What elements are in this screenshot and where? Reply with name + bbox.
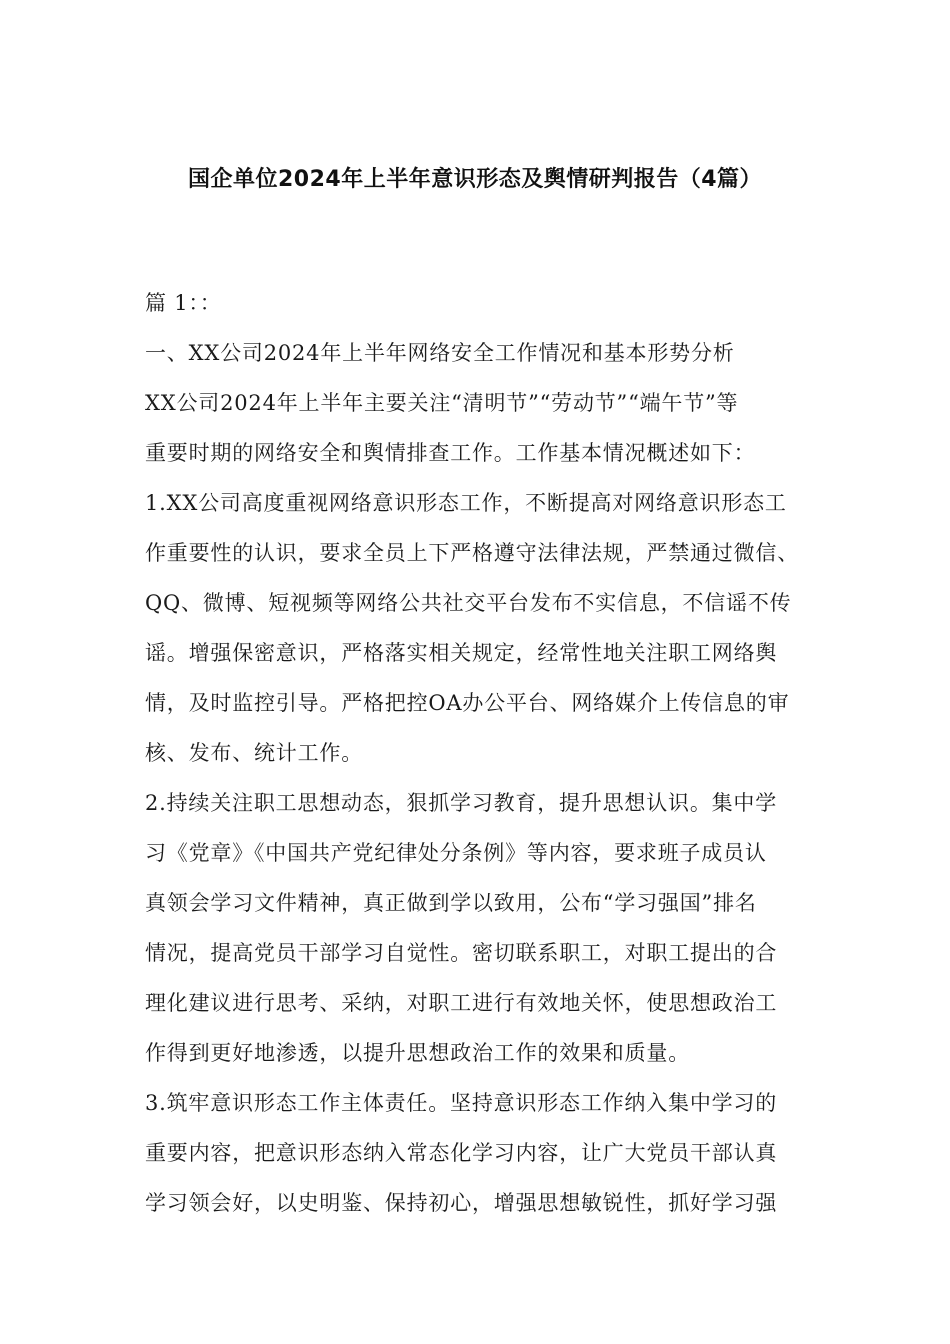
paragraph-line: 谣。增强保密意识，严格落实相关规定，经常性地关注职工网络舆 [145, 641, 778, 665]
paragraph-line: 重要内容，把意识形态纳入常态化学习内容，让广大党员干部认真 [145, 1141, 778, 1165]
document-body [145, 278, 810, 1228]
paragraph-line: 核、发布、统计工作。 [145, 741, 363, 765]
paragraph-line: 情况，提高党员干部学习自觉性。密切联系职工，对职工提出的合 [145, 941, 778, 965]
paragraph-line: XX公司2024年上半年主要关注“清明节”“劳动节”“端午节”等 [145, 391, 739, 415]
paragraph-line: 重要时期的网络安全和舆情排查工作。工作基本情况概述如下： [145, 441, 756, 465]
paragraph-line: 作重要性的认识，要求全员上下严格遵守法律法规，严禁通过微信、 [145, 541, 799, 565]
section-heading: 一、XX公司2024年上半年网络安全工作情况和基本形势分析 [145, 341, 735, 365]
paragraph-line: 学习领会好，以史明鉴、保持初心，增强思想敏锐性，抓好学习强 [145, 1191, 778, 1215]
paragraph-line: 1.XX公司高度重视网络意识形态工作，不断提高对网络意识形态工 [145, 491, 787, 515]
paragraph-line: 3.筑牢意识形态工作主体责任。坚持意识形态工作纳入集中学习的 [145, 1091, 778, 1115]
paragraph-line: 2.持续关注职工思想动态，狠抓学习教育，提升思想认识。集中学 [145, 791, 778, 815]
paragraph-line: 理化建议进行思考、采纳，对职工进行有效地关怀，使思想政治工 [145, 991, 778, 1015]
paragraph-line: 作得到更好地渗透，以提升思想政治工作的效果和质量。 [145, 1041, 690, 1065]
document-title: 国企单位2024年上半年意识形态及舆情研判报告（4篇） [187, 167, 763, 192]
paragraph-line: 情，及时监控引导。严格把控OA办公平台、网络媒介上传信息的审 [145, 691, 790, 715]
paragraph-line: 习《党章》《中国共产党纪律处分条例》等内容，要求班子成员认 [145, 841, 767, 865]
section-label: 篇 1：： [145, 291, 222, 315]
paragraph-line: 真领会学习文件精神，真正做到学以致用，公布“学习强国”排名 [145, 891, 757, 915]
paragraph-line: QQ、微博、短视频等网络公共社交平台发布不实信息，不信谣不传 [145, 591, 792, 615]
